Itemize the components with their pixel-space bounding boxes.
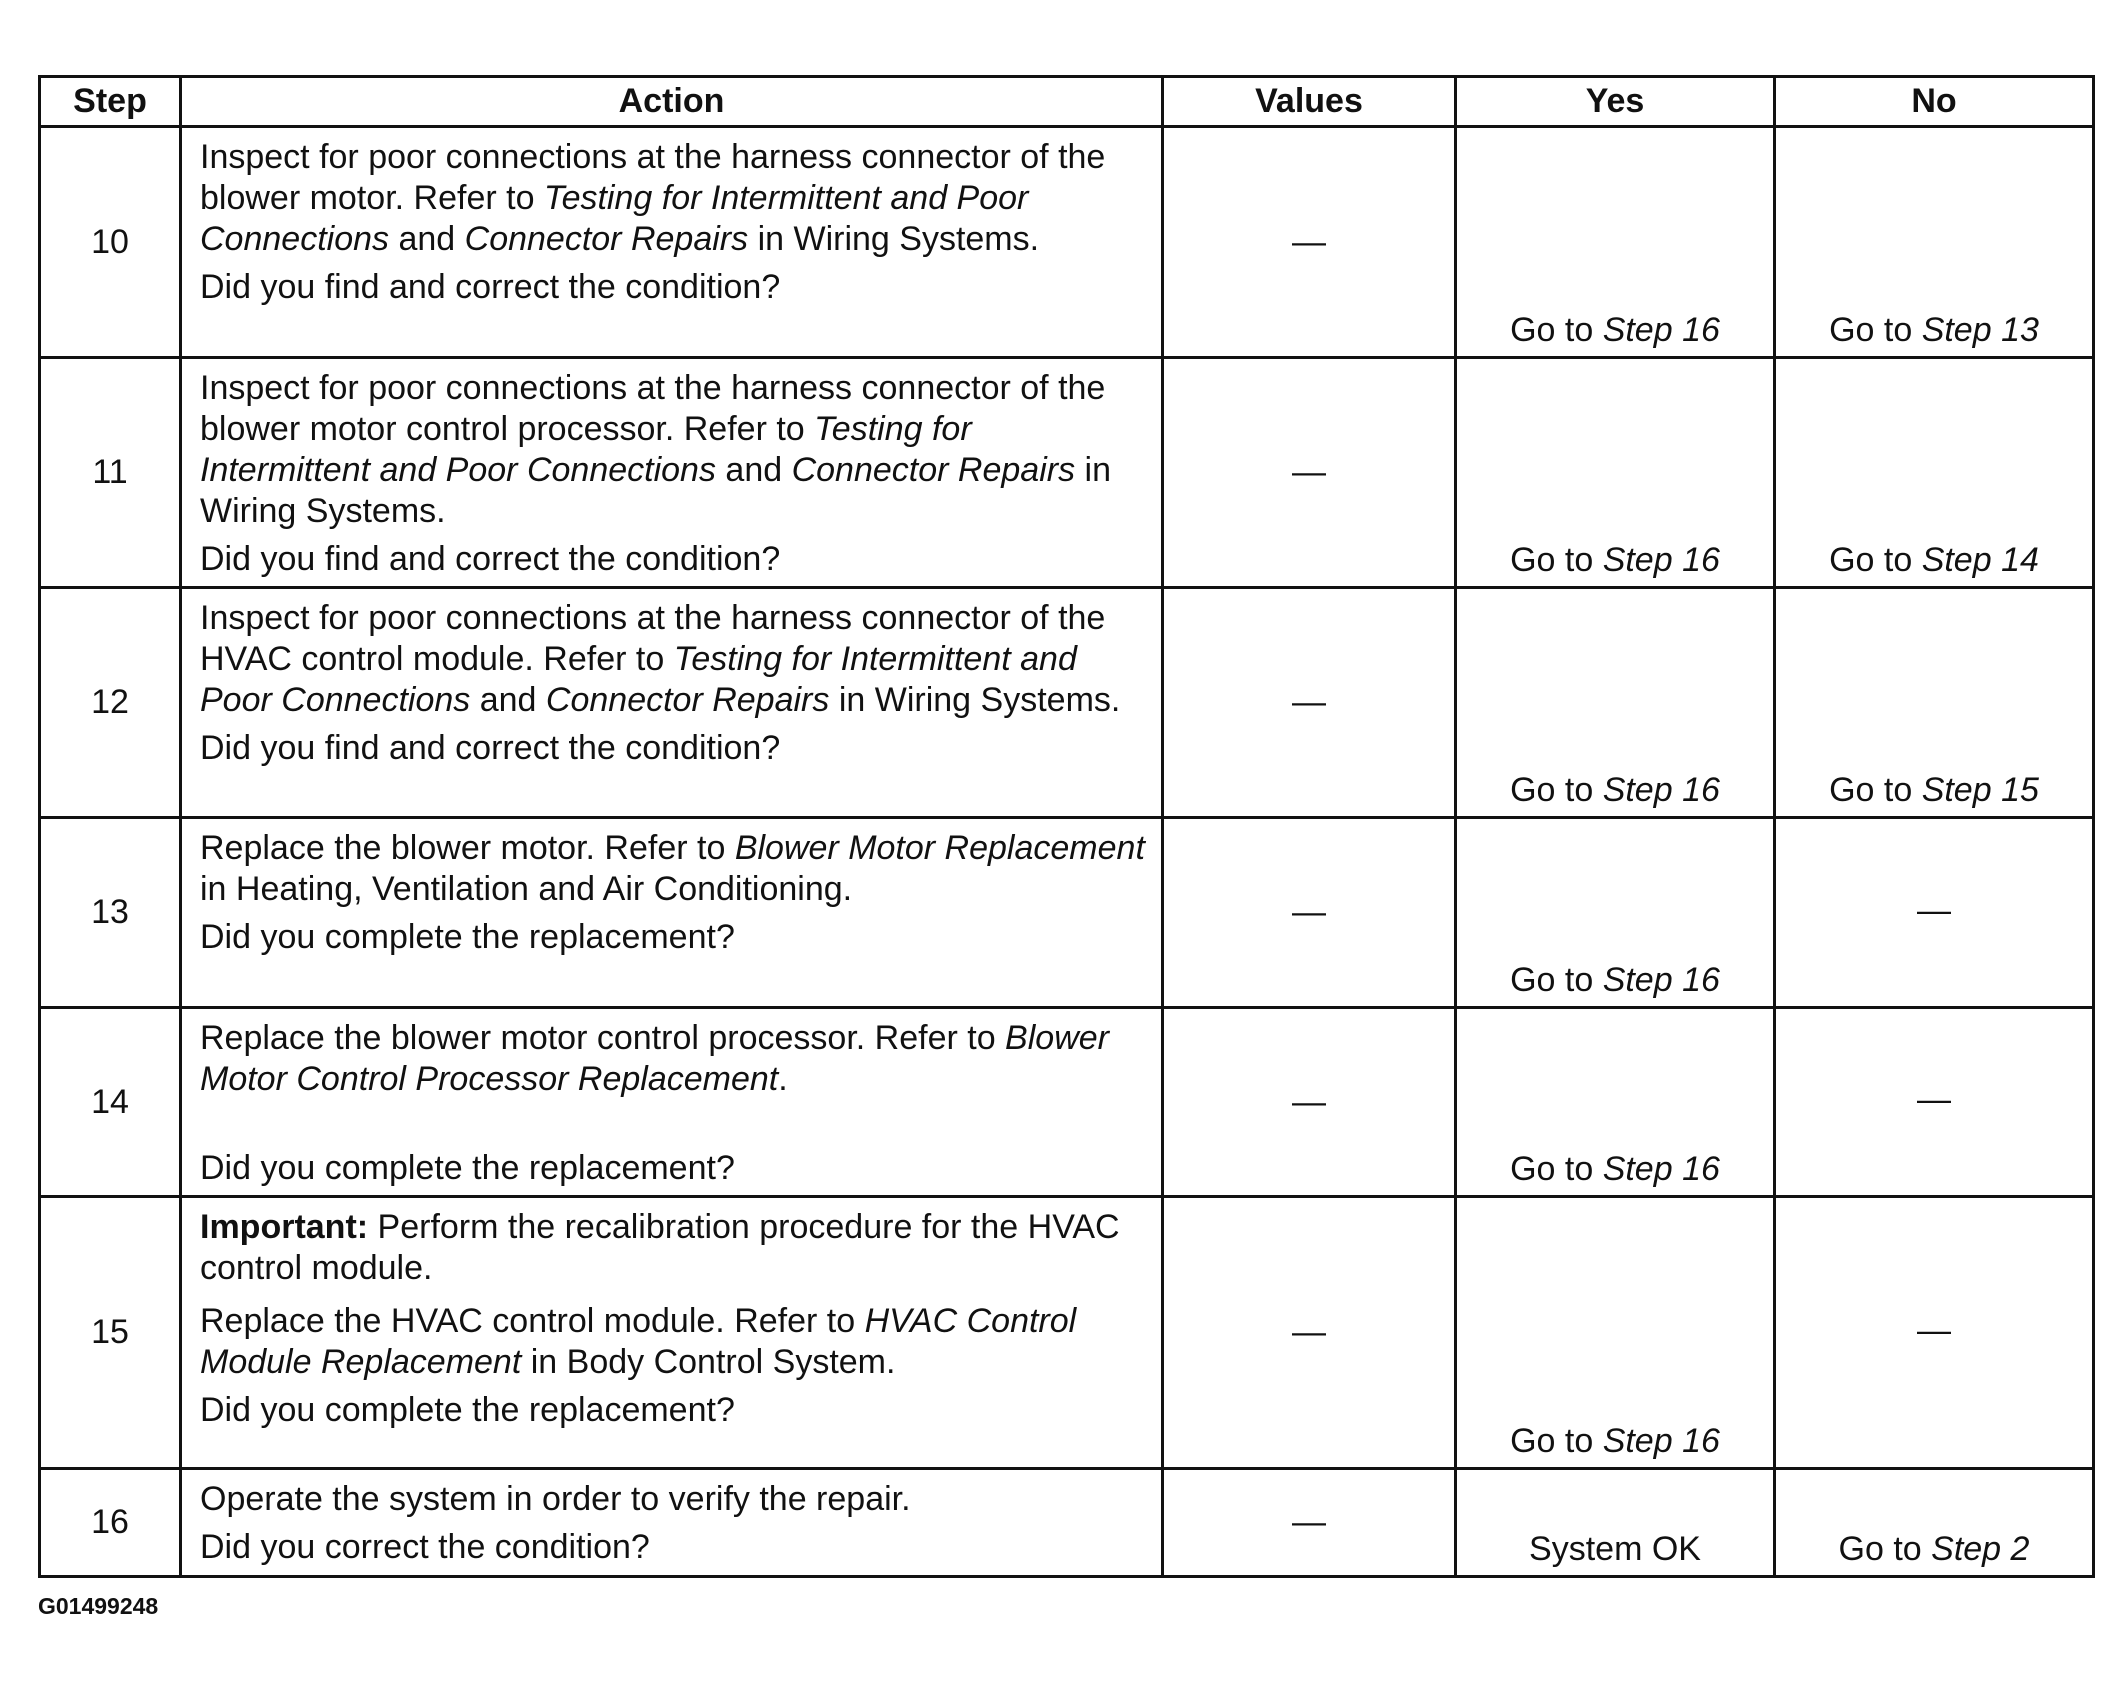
action-question: Did you complete the replacement?	[200, 1149, 735, 1187]
yes-cell	[1456, 358, 1775, 588]
action-question: Did you complete the replacement?	[200, 918, 735, 956]
yes-cell	[1456, 127, 1775, 358]
yes-result: Go to Step 16	[1510, 541, 1720, 579]
header-action: Action	[181, 77, 1163, 127]
step-number: 16	[40, 1469, 181, 1577]
yes-result: Go to Step 16	[1510, 961, 1720, 999]
action-text: Inspect for poor connections at the harness connector of the HVAC control module. Refer to Testing for Intermittent and Poor Connections and Connector Repairs in Wiring Systems.	[200, 599, 1121, 719]
yes-cell	[1456, 818, 1775, 1008]
no-dash: —	[1917, 1310, 1951, 1349]
step-number: 10	[40, 127, 181, 358]
values-dash: —	[1292, 453, 1326, 491]
values-dash: —	[1292, 1503, 1326, 1541]
action-question: Did you complete the replacement?	[200, 1391, 735, 1429]
table-row	[40, 588, 2094, 818]
action-cell	[181, 1197, 1163, 1469]
no-cell	[1775, 358, 2094, 588]
no-cell	[1775, 1469, 2094, 1577]
no-dash: —	[1917, 1080, 1951, 1119]
values-cell	[1163, 358, 1456, 588]
no-result: Go to Step 15	[1829, 771, 2039, 809]
values-dash: —	[1292, 1082, 1326, 1121]
yes-cell	[1456, 1008, 1775, 1197]
no-cell	[1775, 1197, 2094, 1469]
no-cell	[1775, 127, 2094, 358]
values-dash: —	[1292, 1313, 1326, 1351]
action-cell	[181, 127, 1163, 358]
action-cell	[181, 358, 1163, 588]
values-cell	[1163, 1197, 1456, 1469]
figure-id-label: G01499248	[38, 1593, 159, 1619]
action-text: Replace the HVAC control module. Refer to HVAC Control Module Replacement in Body Control System.	[200, 1302, 1077, 1381]
table-row	[40, 818, 2094, 1008]
action-cell	[181, 1008, 1163, 1197]
table-row	[40, 127, 2094, 358]
important-note: Important: Perform the recalibration procedure for the HVAC control module.	[200, 1208, 1120, 1287]
table-row	[40, 1197, 2094, 1469]
diagnostic-steps-table	[38, 75, 2095, 1578]
step-number: 11	[40, 358, 181, 588]
header-step: Step	[40, 77, 181, 127]
action-cell	[181, 818, 1163, 1008]
values-dash: —	[1292, 222, 1326, 261]
table-row	[40, 1008, 2094, 1197]
no-cell	[1775, 1008, 2094, 1197]
no-cell	[1775, 818, 2094, 1008]
action-text: Inspect for poor connections at the harness connector of the blower motor. Refer to Testing for Intermittent and Poor Connections and Connector Repairs in Wiring Systems.	[200, 138, 1106, 258]
no-result: Go to Step 13	[1829, 311, 2039, 349]
step-number: 14	[40, 1008, 181, 1197]
action-text: Inspect for poor connections at the harness connector of the blower motor control processor. Refer to Testing for Intermittent and Poor Connections and Connector Repairs in Wiring Systems.	[200, 369, 1111, 530]
values-cell	[1163, 1469, 1456, 1577]
yes-cell	[1456, 588, 1775, 818]
step-number: 12	[40, 588, 181, 818]
no-dash: —	[1917, 890, 1951, 929]
yes-cell	[1456, 1197, 1775, 1469]
action-question: Did you correct the condition?	[200, 1528, 650, 1566]
values-cell	[1163, 1008, 1456, 1197]
values-cell	[1163, 588, 1456, 818]
yes-result: System OK	[1529, 1530, 1701, 1568]
values-cell	[1163, 818, 1456, 1008]
no-result: Go to Step 2	[1838, 1530, 2030, 1568]
yes-cell	[1456, 1469, 1775, 1577]
table-header-row	[40, 77, 2094, 127]
no-cell	[1775, 588, 2094, 818]
yes-result: Go to Step 16	[1510, 1150, 1720, 1188]
yes-result: Go to Step 16	[1510, 311, 1720, 349]
action-question: Did you find and correct the condition?	[200, 540, 781, 578]
values-cell	[1163, 127, 1456, 358]
no-result: Go to Step 14	[1829, 541, 2039, 579]
action-cell	[181, 1469, 1163, 1577]
header-no: No	[1775, 77, 2094, 127]
action-question: Did you find and correct the condition?	[200, 268, 781, 306]
table-row	[40, 358, 2094, 588]
action-cell	[181, 588, 1163, 818]
values-dash: —	[1292, 683, 1326, 721]
header-yes: Yes	[1456, 77, 1775, 127]
yes-result: Go to Step 16	[1510, 1422, 1720, 1460]
table-row	[40, 1469, 2094, 1577]
action-text: Operate the system in order to verify the repair.	[200, 1480, 911, 1518]
step-number: 15	[40, 1197, 181, 1469]
values-dash: —	[1292, 893, 1326, 931]
step-number: 13	[40, 818, 181, 1008]
action-question: Did you find and correct the condition?	[200, 729, 781, 767]
yes-result: Go to Step 16	[1510, 771, 1720, 809]
header-values: Values	[1163, 77, 1456, 127]
action-text: Replace the blower motor. Refer to Blower Motor Replacement in Heating, Ventilation and Air Conditioning.	[200, 829, 1145, 908]
action-text: Replace the blower motor control processor. Refer to Blower Motor Control Processor Replacement.	[200, 1019, 1109, 1098]
